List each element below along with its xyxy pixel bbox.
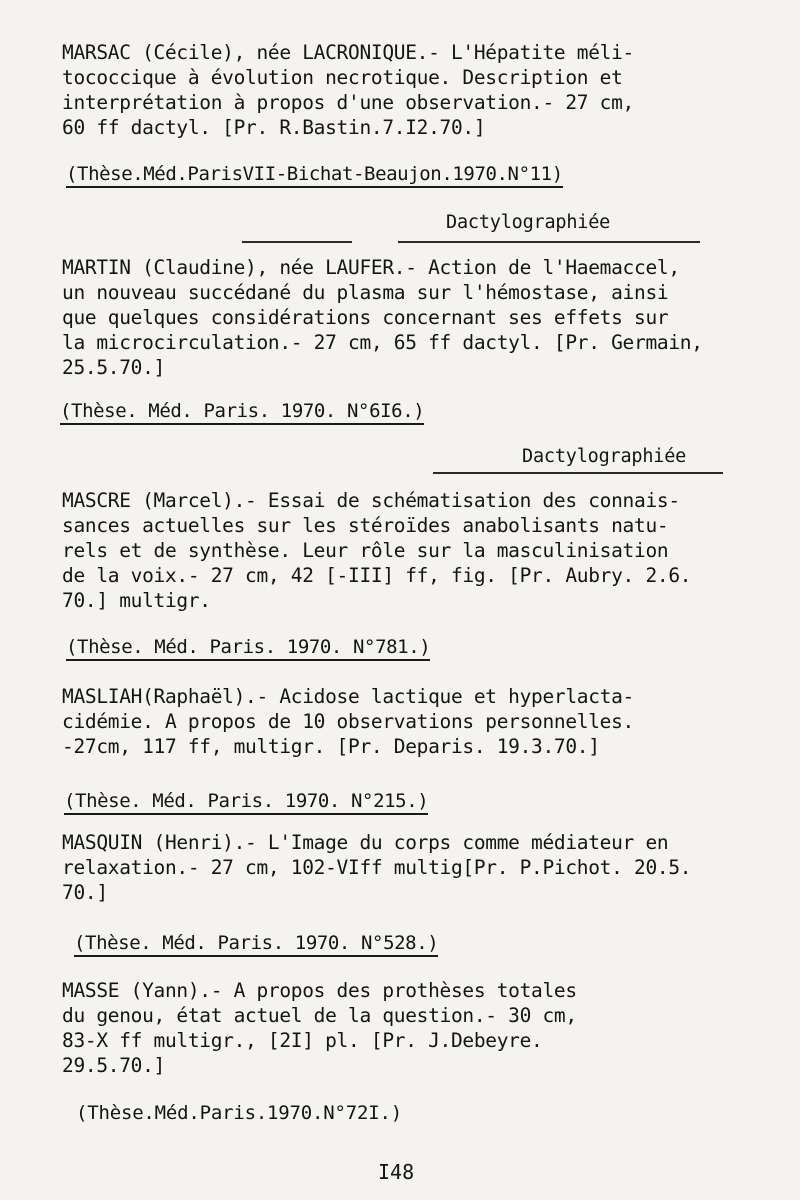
bibliography-entry-masliah [62,684,752,759]
entry-line: relaxation.- 27 cm, 102-VIff multig[Pr. P.Pichot. 20.5. [62,856,692,879]
entry-line: 25.5.70.] [62,356,165,379]
entry-line: MASCRE (Marcel).- Essai de schématisation des connais- [62,489,680,512]
thesis-citation: (Thèse. Méd. Paris. 1970. N°781.) [66,636,430,661]
document-type-label: Dactylographiée [446,212,611,233]
entry-line: 29.5.70.] [62,1054,165,1077]
entry-line: MARSAC (Cécile), née LACRONIQUE.- L'Hépatite méli- [62,41,635,64]
entry-line: 70.] multigr. [62,589,211,612]
entry-line: MARTIN (Claudine), née LAUFER.- Action de l'Haemaccel, [62,256,680,279]
entry-line: cidémie. A propos de 10 observations personnelles. [62,710,635,733]
entry-line: de la voix.- 27 cm, 42 [-III] ff, fig. [Pr. Aubry. 2.6. [62,564,692,587]
entry-line: la microcirculation.- 27 cm, 65 ff dactyl. [Pr. Germain, [62,331,703,354]
entry-line: que quelques considérations concernant ses effets sur [62,306,669,329]
entry-line: 83-X ff multigr., [2I] pl. [Pr. J.Debeyre. [62,1029,543,1052]
thesis-citation: (Thèse. Méd. Paris. 1970. N°215.) [64,790,428,815]
entry-line: MASSE (Yann).- A propos des prothèses totales [62,979,577,1002]
entry-line: tococcique à évolution necrotique. Description et [62,66,623,89]
thesis-citation: (Thèse.Méd.ParisVII-Bichat-Beaujon.1970.N°11) [66,163,563,188]
thesis-citation: (Thèse. Méd. Paris. 1970. N°6I6.) [60,400,424,425]
bibliography-entry-martin [62,255,752,380]
entry-line: 70.] [62,881,108,904]
entry-line: du genou, état actuel de la question.- 30 cm, [62,1004,577,1027]
entry-line: MASLIAH(Raphaël).- Acidose lactique et hyperlacta- [62,685,635,708]
page-number: I48 [378,1160,415,1184]
bibliography-entry-masse [62,978,752,1078]
entry-line: rels et de synthèse. Leur rôle sur la masculinisation [62,539,669,562]
bibliography-entry-masquin [62,830,752,905]
entry-line: -27cm, 117 ff, multigr. [Pr. Deparis. 19.3.70.] [62,735,600,758]
thesis-citation: (Thèse. Méd. Paris. 1970. N°528.) [74,932,438,957]
entry-line: MASQUIN (Henri).- L'Image du corps comme médiateur en [62,831,669,854]
bibliography-entry-mascre [62,488,752,613]
bibliography-entry-marsac [62,40,752,140]
document-type-label: Dactylographiée [522,446,687,467]
separator-rule [433,472,723,474]
entry-line: interprétation à propos d'une observation.- 27 cm, [62,91,635,114]
entry-line: un nouveau succédané du plasma sur l'hémostase, ainsi [62,281,669,304]
separator-rule [242,241,352,243]
entry-line: sances actuelles sur les stéroïdes anabolisants natu- [62,514,669,537]
thesis-citation: (Thèse.Méd.Paris.1970.N°72I.) [76,1102,402,1124]
separator-rule [398,241,700,243]
entry-line: 60 ff dactyl. [Pr. R.Bastin.7.I2.70.] [62,116,486,139]
